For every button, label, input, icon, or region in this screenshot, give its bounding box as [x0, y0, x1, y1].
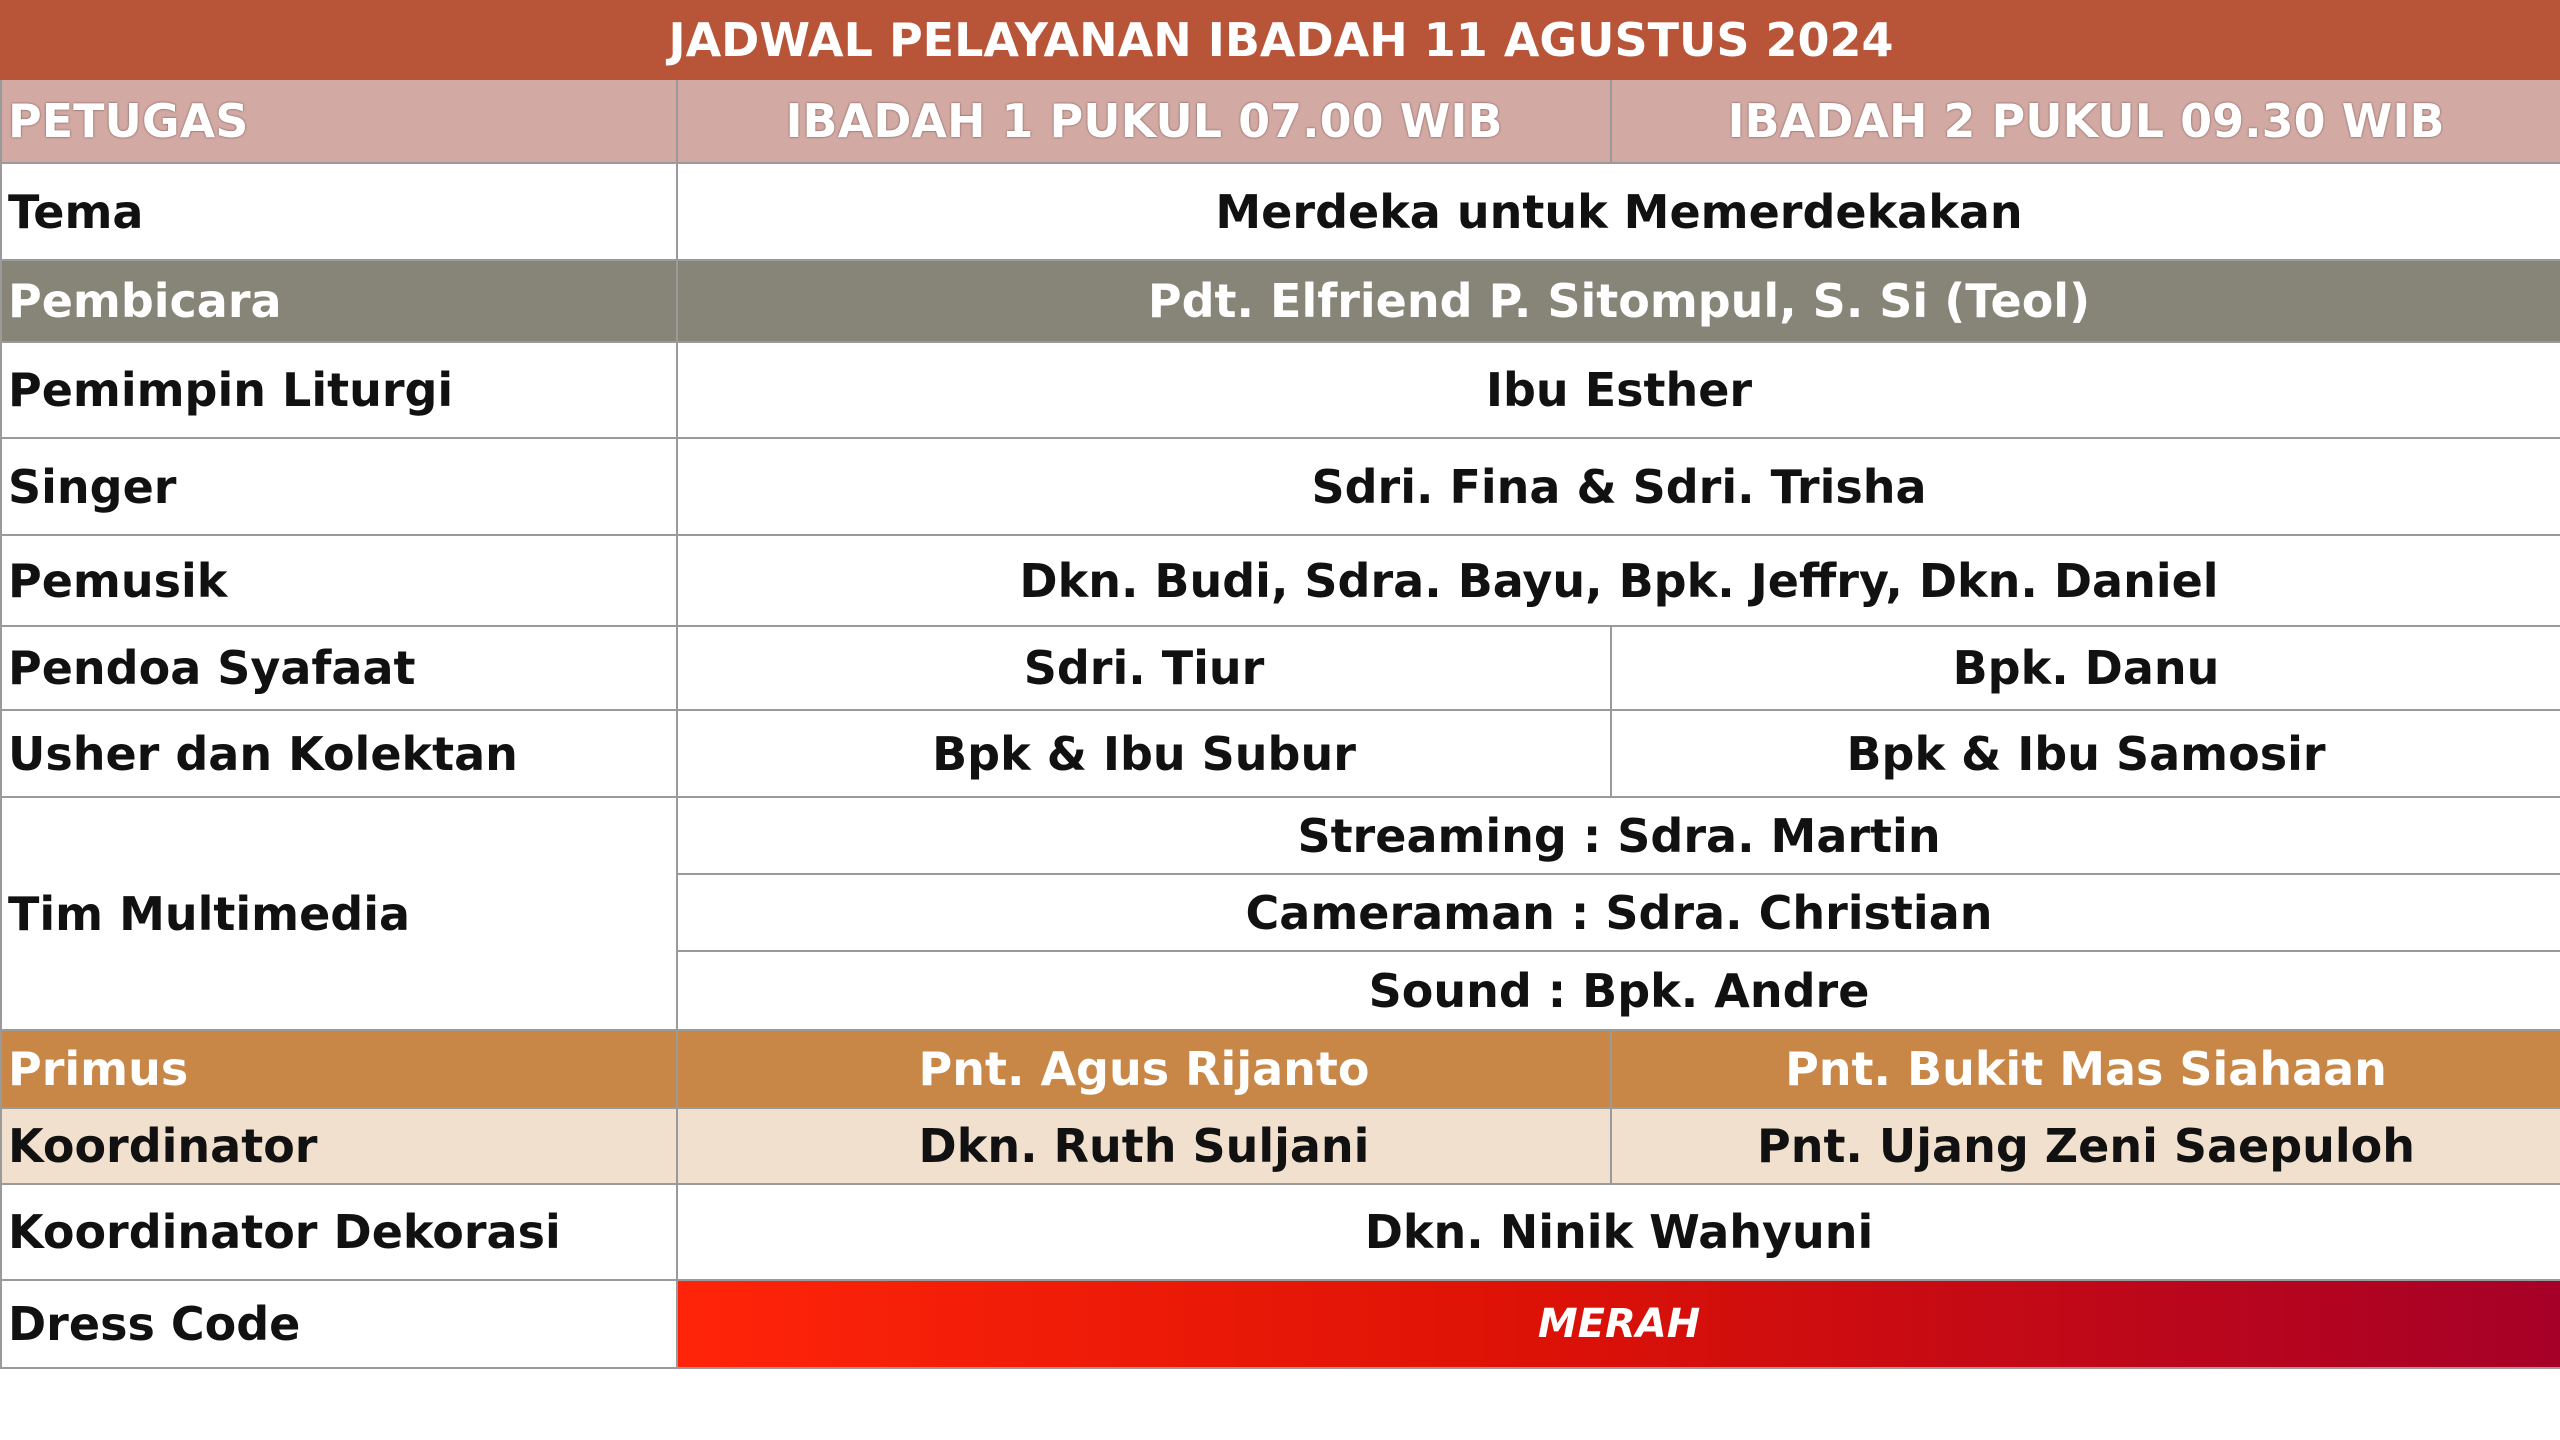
- label-usher-kolektan: Usher dan Kolektan: [1, 710, 677, 797]
- value-singer: Sdri. Fina & Sdri. Trisha: [677, 438, 2560, 535]
- label-dress-code: Dress Code: [1, 1280, 677, 1368]
- label-pendoa-syafaat: Pendoa Syafaat: [1, 626, 677, 710]
- label-pembicara: Pembicara: [1, 260, 677, 342]
- row-tema: [1, 163, 2560, 260]
- schedule-title: JADWAL PELAYANAN IBADAH 11 AGUSTUS 2024: [1, 1, 2560, 79]
- row-koordinator: [1, 1108, 2560, 1184]
- value-sound: Sound : Bpk. Andre: [677, 951, 2560, 1030]
- header-row: [1, 79, 2560, 163]
- row-pemusik: [1, 535, 2560, 626]
- title-row: [1, 1, 2560, 79]
- label-primus: Primus: [1, 1030, 677, 1108]
- label-tema: Tema: [1, 163, 677, 260]
- value-streaming: Streaming : Sdra. Martin: [677, 797, 2560, 874]
- label-koordinator-dekorasi: Koordinator Dekorasi: [1, 1184, 677, 1280]
- value-pendoa-service-2: Bpk. Danu: [1611, 626, 2560, 710]
- value-primus-service-2: Pnt. Bukit Mas Siahaan: [1611, 1030, 2560, 1108]
- value-pembicara: Pdt. Elfriend P. Sitompul, S. Si (Teol): [677, 260, 2560, 342]
- value-tema: Merdeka untuk Memerdekakan: [677, 163, 2560, 260]
- label-singer: Singer: [1, 438, 677, 535]
- row-koordinator-dekorasi: [1, 1184, 2560, 1280]
- row-usher-kolektan: [1, 710, 2560, 797]
- label-pemusik: Pemusik: [1, 535, 677, 626]
- value-koordinator-service-2: Pnt. Ujang Zeni Saepuloh: [1611, 1108, 2560, 1184]
- value-koordinator-dekorasi: Dkn. Ninik Wahyuni: [677, 1184, 2560, 1280]
- label-koordinator: Koordinator: [1, 1108, 677, 1184]
- value-usher-service-2: Bpk & Ibu Samosir: [1611, 710, 2560, 797]
- value-dress-code: MERAH: [677, 1280, 2560, 1368]
- row-pemimpin-liturgi: [1, 342, 2560, 438]
- row-singer: [1, 438, 2560, 535]
- header-service-2: IBADAH 2 PUKUL 09.30 WIB: [1611, 79, 2560, 163]
- value-pemimpin-liturgi: Ibu Esther: [677, 342, 2560, 438]
- label-pemimpin-liturgi: Pemimpin Liturgi: [1, 342, 677, 438]
- header-service-1: IBADAH 1 PUKUL 07.00 WIB: [677, 79, 1611, 163]
- row-pembicara: [1, 260, 2560, 342]
- value-cameraman: Cameraman : Sdra. Christian: [677, 874, 2560, 951]
- header-petugas: PETUGAS: [1, 79, 677, 163]
- value-primus-service-1: Pnt. Agus Rijanto: [677, 1030, 1611, 1108]
- label-tim-multimedia: Tim Multimedia: [1, 797, 677, 1030]
- row-multimedia-streaming: [1, 797, 2560, 874]
- value-pendoa-service-1: Sdri. Tiur: [677, 626, 1611, 710]
- value-koordinator-service-1: Dkn. Ruth Suljani: [677, 1108, 1611, 1184]
- row-pendoa-syafaat: [1, 626, 2560, 710]
- value-pemusik: Dkn. Budi, Sdra. Bayu, Bpk. Jeffry, Dkn. Daniel: [677, 535, 2560, 626]
- value-usher-service-1: Bpk & Ibu Subur: [677, 710, 1611, 797]
- row-primus: [1, 1030, 2560, 1108]
- row-dress-code: [1, 1280, 2560, 1368]
